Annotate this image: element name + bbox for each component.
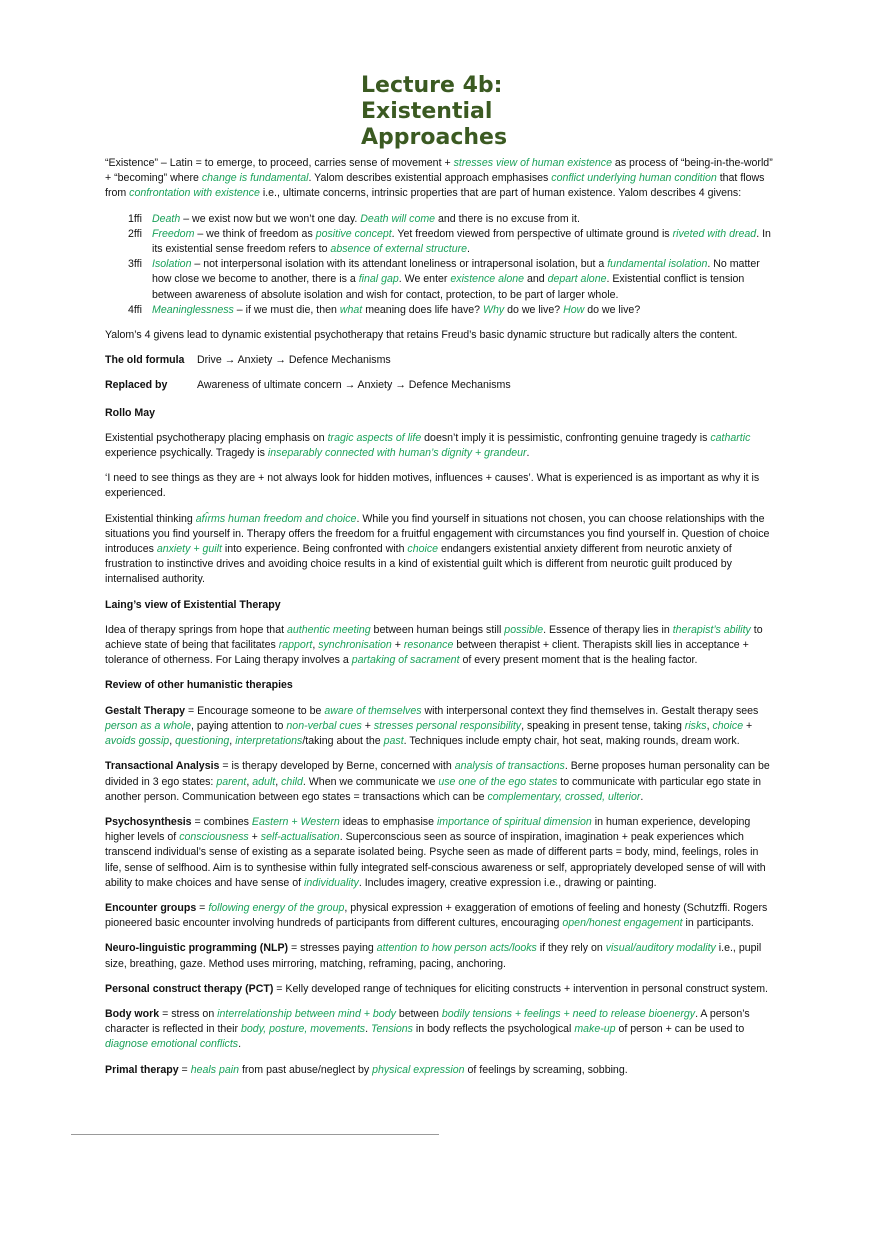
- highlight-run: depart alone: [547, 273, 607, 286]
- text-run: . Berne proposes human personality can be divided in 3 ego states:: [105, 760, 770, 788]
- highlight-run: diagnose emotional conflicts: [105, 1038, 239, 1051]
- rollo-paragraph: [105, 431, 777, 461]
- highlight-run: parent: [216, 775, 247, 788]
- gestalt-paragraph: [105, 704, 777, 750]
- highlight-run: interrelationship between mind + body: [217, 1007, 396, 1020]
- text-run: – we exist now but we won’t one day.: [180, 212, 361, 225]
- highlight-run: visual/auditory modality: [605, 942, 716, 955]
- list-number: 3ffi: [128, 258, 142, 271]
- text-run: ideas to emphasise: [339, 815, 437, 828]
- highlight-run: child: [281, 775, 303, 788]
- text-run: . Existential conflict is tension between awareness of absolute isolation and wish for contact, protection, to be part of larger whole.: [152, 273, 745, 301]
- highlight-run: complementary, crossed, ulterior: [487, 790, 641, 803]
- text-run: of person + can be used to: [615, 1023, 745, 1036]
- text-run: +: [248, 831, 261, 844]
- text-run: that flows from: [105, 172, 765, 200]
- body-work-paragraph: [105, 1007, 777, 1053]
- highlight-run: existence alone: [450, 273, 525, 286]
- text-run: /taking about the: [302, 735, 384, 748]
- text-run: . Techniques include empty chair, hot seat, making rounds, dream work.: [403, 735, 740, 748]
- text-run: endangers existential anxiety different from neurotic anxiety of frustration to instinctive drives and avoiding choice results in a kind of existential guilt which is different from neurotic guilt produced by internalised authority.: [105, 543, 732, 586]
- text-run: between: [395, 1007, 442, 1020]
- highlight-run: inseparably connected with human’s dignity + grandeur: [267, 447, 527, 460]
- rollo-paragraph: [105, 512, 777, 588]
- text-run: . Yet freedom viewed from perspective of ultimate ground is: [391, 227, 673, 240]
- heading-text: Laing’s view of Existential Therapy: [105, 598, 281, 611]
- text-run: . No matter how close we become to another, there is a: [152, 258, 760, 286]
- list-item: [105, 227, 777, 257]
- text-run: ,: [246, 775, 253, 788]
- text-run: . While you find yourself in situations not chosen, you can choose relationships with the situations you find yourself in. Therapy offers the freedom for a fruitful engagement with circumstances you find yourself in. Question of choice introduces: [105, 512, 770, 556]
- highlight-run: analysis of transactions: [454, 760, 565, 773]
- text-run: doesn’t imply it is pessimistic, confronting genuine tragedy is: [421, 431, 711, 444]
- highlight-run: person as a whole: [105, 719, 191, 732]
- list-item: [105, 303, 777, 318]
- text-run: ,: [169, 735, 176, 748]
- highlight-run: absence of external structure: [330, 243, 468, 256]
- heading-text: Review of other humanistic therapies: [105, 679, 293, 692]
- document-body: [105, 156, 777, 1088]
- highlight-run: what: [339, 303, 363, 316]
- givens-list: [105, 212, 777, 318]
- section-heading: [105, 678, 777, 693]
- text-run: between therapist + client. Therapists skill lies in acceptance + tolerance of otherness. For Laing therapy involves a: [105, 639, 749, 667]
- highlight-run: conflict underlying human condition: [551, 172, 717, 185]
- text-run: =: [178, 1063, 191, 1076]
- highlight-run: confrontation with existence: [129, 187, 260, 200]
- text-run: . Yalom describes existential approach emphasises: [308, 172, 552, 185]
- section-heading: [105, 598, 777, 613]
- highlight-run: cathartic: [710, 431, 751, 444]
- highlight-run: final gap: [358, 273, 399, 286]
- text-run: in body reflects the psychological: [412, 1023, 575, 1036]
- text-run: . We enter: [398, 273, 451, 286]
- highlight-run: stresses view of human existence: [453, 157, 612, 169]
- text-run: . Essence of therapy lies in: [543, 623, 673, 636]
- highlight-run: Why: [482, 303, 505, 316]
- heading-text: Rollo May: [105, 406, 156, 419]
- nlp-paragraph: [105, 941, 777, 971]
- text-run: +: [743, 719, 753, 732]
- highlight-run: Isolation: [152, 258, 192, 271]
- pct-paragraph: [105, 982, 777, 997]
- highlight-run: tragic aspects of life: [327, 431, 422, 444]
- text-run: and: [524, 273, 548, 286]
- highlight-run: bodily tensions + feelings + need to release bioenergy: [441, 1007, 696, 1020]
- text-run: .: [640, 790, 644, 803]
- highlight-run: questioning: [175, 735, 230, 748]
- replaced-by-row: [105, 378, 777, 393]
- highlight-run: avoids gossip: [105, 735, 170, 748]
- text-run: from past abuse/neglect by: [239, 1063, 373, 1076]
- term-label: Neuro-linguistic programming (NLP): [105, 942, 289, 955]
- highlight-run: consciousness: [179, 831, 249, 844]
- highlight-run: synchronisation: [318, 639, 392, 652]
- highlight-run: individuality: [304, 876, 359, 889]
- footnote-divider: [71, 1134, 439, 1135]
- highlight-run: non-verbal cues: [286, 719, 362, 732]
- highlight-run: stresses personal responsibility: [373, 719, 522, 732]
- text-run: = stresses paying: [288, 942, 377, 955]
- text-run: . A person’s character is reflected in their: [105, 1007, 750, 1036]
- term-label: Transactional Analysis: [105, 760, 220, 773]
- highlight-run: interpretations: [235, 735, 303, 748]
- highlight-run: fundamental isolation: [607, 258, 708, 271]
- list-number: 4ffi: [128, 303, 142, 316]
- text-run: to achieve state of being that facilitates: [105, 623, 763, 652]
- text-run: .: [238, 1038, 242, 1051]
- text-run: with interpersonal context they find themselves in. Gestalt therapy sees: [421, 704, 759, 717]
- replaced-by-label: Replaced by: [105, 379, 168, 392]
- page-title: [361, 73, 661, 151]
- term-label: Psychosynthesis: [105, 815, 192, 828]
- rollo-quote: ‘I need to see things as they are + not always look for hidden motives, influences + causes’. What is experienced is as important as why it is experienced.: [105, 472, 760, 500]
- text-run: . Superconscious seen as source of inspiration, imagination + peak experiences which transcend individual’s sense of existing as a separate isolated being. Psyche seen as made of different parts = body, mind, feelings, roles in life, sense of selfhood. Aim is to synthesise within fully integrated self-conscious awareness or self, appropriately developed sense of will with ability to make choices and have sense of: [105, 831, 766, 889]
- text-run: .: [526, 447, 530, 460]
- highlight-run: body, posture, movements: [241, 1023, 366, 1036]
- highlight-run: rapport: [278, 639, 313, 652]
- highlight-run: anxiety + guilt: [156, 543, 222, 556]
- highlight-run: adult: [252, 775, 276, 788]
- text-run: = combines: [191, 815, 252, 828]
- text-run: = stress on: [159, 1007, 218, 1020]
- text-run: . When we communicate we: [302, 775, 439, 788]
- text-run: , physical expression + exaggeration of emotions of feeling and honesty (Schutzffi. Rogers pioneered basic encounter involving hundreds of participants from different cultures, encouraging: [105, 901, 768, 930]
- replaced-by-value: Awareness of ultimate concern → Anxiety → Defence Mechanisms: [197, 379, 511, 392]
- ta-paragraph: [105, 759, 777, 805]
- text-run: , paying attention to: [190, 719, 287, 732]
- laing-paragraph: [105, 623, 777, 669]
- highlight-run: aware of themselves: [324, 704, 422, 717]
- highlight-run: risks: [684, 719, 707, 732]
- text-run: meaning does life have?: [362, 303, 483, 316]
- highlight-run: choice: [407, 543, 439, 556]
- section-heading: [105, 406, 777, 421]
- text-run: into experience. Being confronted with: [221, 543, 408, 556]
- list-number: 1ffi: [128, 212, 142, 225]
- text-run: .: [365, 1023, 371, 1036]
- highlight-run: self-actualisation: [260, 831, 340, 844]
- list-number: 2ffi: [128, 227, 142, 240]
- highlight-run: Tensions: [370, 1023, 413, 1036]
- title-line: Existential: [361, 99, 493, 124]
- text-run: as process of “being-in-the-world” + “becoming” where: [105, 157, 773, 185]
- highlight-run: resonance: [403, 639, 454, 652]
- term-label: Gestalt Therapy: [105, 704, 186, 717]
- encounter-paragraph: [105, 901, 777, 931]
- text-run: do we live?: [584, 303, 641, 316]
- intro-paragraph: [105, 156, 777, 202]
- text-run: of feelings by screaming, sobbing.: [464, 1063, 628, 1076]
- highlight-run: heals pain: [190, 1063, 239, 1076]
- text-run: – if we must die, then: [233, 303, 340, 316]
- text-run: +: [391, 639, 404, 652]
- highlight-run: possible: [504, 623, 544, 636]
- term-label: Encounter groups: [105, 901, 197, 914]
- highlight-run: open/honest engagement: [562, 917, 683, 930]
- title-line: Approaches: [361, 125, 508, 150]
- yalom-paragraph: Yalom’s 4 givens lead to dynamic existential psychotherapy that retains Freud’s basic dynamic structure but radically alters the content.: [105, 329, 738, 342]
- highlight-run: past: [383, 735, 404, 748]
- highlight-run: Freedom: [152, 227, 195, 240]
- text-run: Existential psychotherapy placing emphasis on: [105, 431, 328, 444]
- list-item: [105, 257, 777, 303]
- highlight-run: How: [563, 303, 585, 316]
- highlight-run: therapist’s ability: [672, 623, 751, 636]
- old-formula-label: The old formula: [105, 354, 185, 367]
- old-formula-row: [105, 353, 777, 368]
- highlight-run: make-up: [574, 1023, 616, 1036]
- text-run: ,: [312, 639, 319, 652]
- text-run: if they rely on: [536, 942, 606, 955]
- highlight-run: Death: [152, 212, 181, 225]
- term-label: Primal therapy: [105, 1063, 179, 1076]
- text-run: experience psychically. Tragedy is: [105, 447, 268, 460]
- text-run: in participants.: [682, 917, 754, 930]
- text-run: .: [467, 243, 470, 256]
- text-run: and there is no excuse from it.: [435, 212, 580, 225]
- highlight-run: Eastern + Western: [251, 815, 340, 828]
- list-item: [105, 212, 777, 227]
- text-run: Existential thinking: [105, 512, 196, 525]
- text-run: do we live?: [504, 303, 564, 316]
- highlight-run: physical expression: [372, 1063, 465, 1076]
- highlight-run: use one of the ego states: [438, 775, 558, 788]
- highlight-run: attention to how person acts/looks: [376, 942, 537, 955]
- text-run: = is therapy developed by Berne, concerned with: [219, 760, 455, 773]
- term-label: Body work: [105, 1007, 160, 1020]
- text-run: = Kelly developed range of techniques for eliciting constructs + intervention in personal construct system.: [273, 982, 769, 995]
- highlight-run: change is fundamental: [201, 172, 309, 185]
- primal-paragraph: [105, 1063, 777, 1078]
- text-run: – not interpersonal isolation with its attendant loneliness or intrapersonal isolation, but a: [191, 258, 608, 271]
- text-run: of every present moment that is the healing factor.: [459, 654, 698, 667]
- text-run: = Encourage someone to be: [185, 704, 325, 717]
- text-run: ,: [229, 735, 236, 748]
- text-run: +: [361, 719, 374, 732]
- text-run: in human experience, developing higher levels of: [105, 815, 751, 844]
- highlight-run: Meaninglessness: [152, 303, 234, 316]
- highlight-run: afı̂rms human freedom and choice: [195, 512, 357, 525]
- text-run: . In its existential sense freedom refers to: [152, 227, 771, 256]
- term-label: Personal construct therapy (PCT): [105, 982, 274, 995]
- text-run: =: [196, 901, 209, 914]
- text-run: “Existence” – Latin = to emerge, to proceed, carries sense of movement +: [105, 157, 454, 169]
- text-run: – we think of freedom as: [194, 227, 316, 240]
- text-run: i.e., pupil size, breathing, gaze. Method uses mirroring, matching, reframing, pacing, anchoring.: [105, 942, 762, 970]
- highlight-run: Death will come: [360, 212, 436, 225]
- text-run: , speaking in present tense, taking: [521, 719, 685, 732]
- title-line: Lecture 4b:: [361, 73, 503, 98]
- highlight-run: importance of spiritual dimension: [436, 815, 592, 828]
- highlight-run: riveted with dread: [672, 227, 757, 240]
- text-run: ,: [706, 719, 713, 732]
- highlight-run: following energy of the group: [208, 901, 345, 914]
- highlight-run: authentic meeting: [286, 623, 371, 636]
- text-run: to communicate with particular ego state in another person. Communication between ego states = transactions which can be: [105, 775, 762, 803]
- old-formula-value: Drive → Anxiety → Defence Mechanisms: [197, 354, 391, 367]
- psychosynthesis-paragraph: [105, 815, 777, 891]
- text-run: ,: [275, 775, 282, 788]
- highlight-run: partaking of sacrament: [351, 654, 460, 667]
- highlight-run: positive concept: [315, 227, 392, 240]
- highlight-run: choice: [712, 719, 744, 732]
- text-run: Idea of therapy springs from hope that: [105, 623, 287, 636]
- text-run: . Includes imagery, creative expression i.e., drawing or painting.: [358, 876, 657, 889]
- text-run: i.e., ultimate concerns, intrinsic properties that are part of human existence. Yalom describes 4 givens:: [259, 187, 742, 200]
- text-run: between human beings still: [370, 623, 505, 636]
